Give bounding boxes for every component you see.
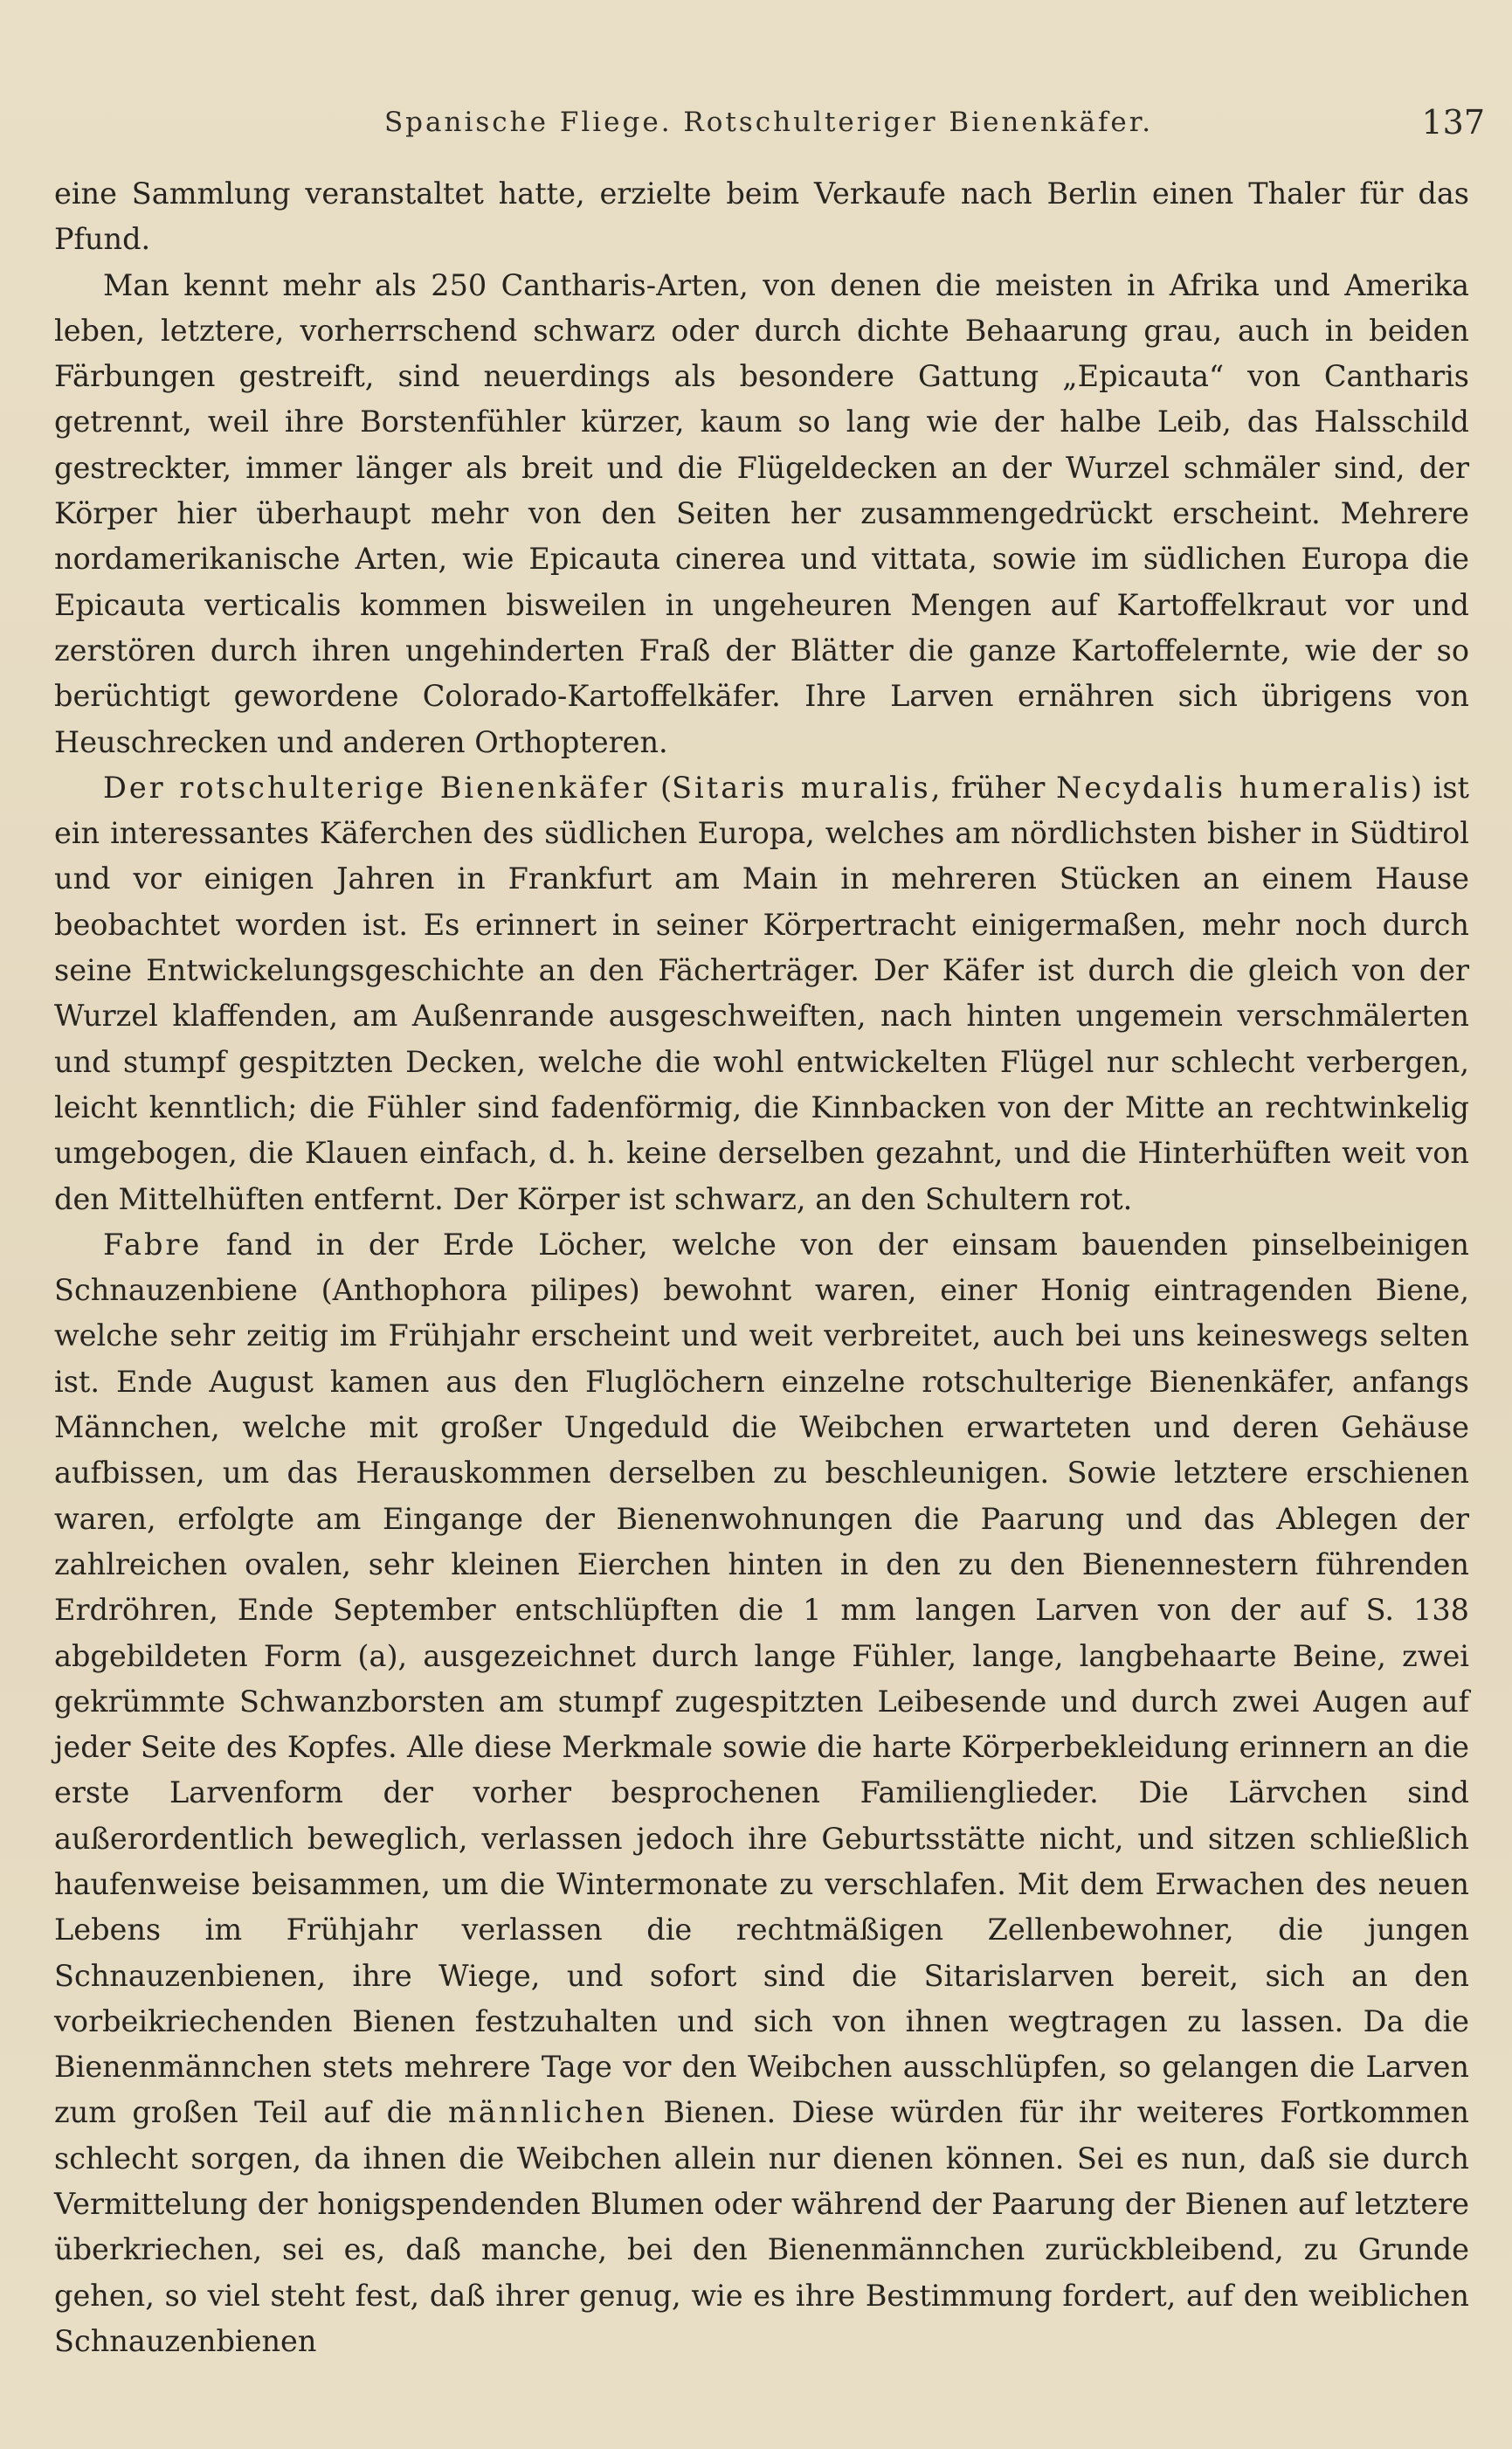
paragraph-continued <box>54 171 1469 263</box>
paragraph-text: ( <box>649 770 673 805</box>
paragraph-sitaris <box>54 765 1469 1222</box>
paragraph-text: Bienen. Diese würden für ihr weiteres Fortkommen schlecht sorgen, da ihnen die Weibchen allein nur dienen können. Sei es nun, daß sie durch Vermittelung der honigspendenden Blumen oder während der Paarung der Bienen auf letztere überkriechen, sei es, daß manche, bei den Bienenmännchen zurückbleibend, zu Grunde gehen, so viel steht fest, daß ihrer genug, wie es ihre Bestimmung fordert, auf den weiblichen Schnauzenbienen <box>54 2095 1469 2358</box>
page-header <box>52 103 1485 156</box>
paragraph-fabre <box>54 1222 1469 2364</box>
paragraph-cantharis <box>54 263 1469 765</box>
running-title: Spanische Fliege. Rotschulteriger Bienenkäfer. <box>383 107 1154 138</box>
page-number: 137 <box>1421 103 1485 142</box>
paragraph-text: , früher <box>930 770 1057 805</box>
paragraph-text: fand in der Erde Löcher, welche von der einsam bauenden pinselbeinigen Schnauzenbiene (Anthophora pilipes) bewohnt waren, einer Honig eintragenden Biene, welche sehr zeitig im Frühjahr erscheint und weit verbreitet, auch bei uns keineswegs selten ist. Ende August kamen aus den Fluglöchern einzelne rotschulterige Bienenkäfer, anfangs Männchen, welche mit großer Ungeduld die Weibchen erwarteten und deren Gehäuse aufbissen, um das Herauskommen derselben zu beschleunigen. Sowie letztere erschienen waren, erfolgte am Eingange der Bienenwohnungen die Paarung und das Ablegen der zahlreichen ovalen, sehr kleinen Eierchen hinten in den zu den Bienennestern führenden Erdröhren, Ende September entschlüpften die 1 mm langen Larven von der auf S. 138 abgebildeten Form (a), ausgezeichnet durch lange Fühler, lange, langbehaarte Beine, zwei gekrümmte Schwanzborsten am stumpf zugespitzten Leibesende und durch zwei Augen auf jeder Seite des Kopfes. Alle diese Merkmale sowie die harte Körperbekleidung erinnern an die erste Larvenform der vorher besprochenen Familienglieder. Die Lärvchen sind außerordentlich beweglich, verlassen jedoch ihre Geburtsstätte nicht, und sitzen schließlich haufenweise beisammen, um die Wintermonate zu verschlafen. Mit dem Erwachen des neuen Lebens im Frühjahr verlassen die rechtmäßigen Zellenbewohner, die jungen Schnauzenbienen, ihre Wiege, und sofort sind die Sitarislarven bereit, sich an den vorbeikriechenden Bienen festzuhalten und sich von ihnen wegtragen zu lassen. Da die Bienenmännchen stets mehrere Tage vor den Weibchen ausschlüpfen, so gelangen die Larven zum großen Teil auf die <box>54 1227 1469 2130</box>
species-name-latin: Sitaris muralis <box>672 770 931 805</box>
body-text <box>54 171 1469 2364</box>
species-name-german: Der rotschulterige Bienenkäfer <box>103 770 650 805</box>
author-name: Fabre <box>103 1227 203 1262</box>
paragraph-text: eine Sammlung veranstaltet hatte, erzielte beim Verkaufe nach Berlin einen Thaler für das Pfund. <box>54 176 1469 257</box>
emphasized-word: männlichen <box>448 2095 648 2130</box>
species-synonym-latin: Necydalis humeralis <box>1056 770 1411 805</box>
paragraph-text: ) ist ein interessantes Käferchen des südlichen Europa, welches am nördlichsten bisher in Südtirol und vor einigen Jahren in Frankfurt am Main in mehreren Stücken an einem Hause beobachtet worden ist. Es erinnert in seiner Körpertracht einigermaßen, mehr noch durch seine Entwickelungsgeschichte an den Fächerträger. Der Käfer ist durch die gleich von der Wurzel klaffenden, am Außenrande ausgeschweiften, nach hinten ungemein verschmälerten und stumpf gespitzten Decken, welche die wohl entwickelten Flügel nur schlecht verbergen, leicht kenntlich; die Fühler sind fadenförmig, die Kinnbacken von der Mitte an rechtwinkelig umgebogen, die Klauen einfach, d. h. keine derselben gezahnt, und die Hinterhüften weit von den Mittelhüften entfernt. Der Körper ist schwarz, an den Schultern rot. <box>54 770 1470 1216</box>
paragraph-text: Man kennt mehr als 250 Cantharis-Arten, von denen die meisten in Afrika und Amerika leben, letztere, vorherrschend schwarz oder durch dichte Behaarung grau, auch in beiden Färbungen gestreift, sind neuerdings als besondere Gattung „Epicauta“ von Cantharis getrennt, weil ihre Borstenfühler kürzer, kaum so lang wie der halbe Leib, das Halsschild gestreckter, immer länger als breit und die Flügeldecken an der Wurzel schmäler sind, der Körper hier überhaupt mehr von den Seiten her zusammengedrückt erscheint. Mehrere nordamerikanische Arten, wie Epicauta cinerea und vittata, sowie im südlichen Europa die Epicauta verticalis kommen bisweilen in ungeheuren Mengen auf Kartoffelkraut vor und zerstören durch ihren ungehinderten Fraß der Blätter die ganze Kartoffelernte, wie der so berüchtigt gewordene Colorado-Kartoffelkäfer. Ihre Larven ernähren sich übrigens von Heuschrecken und anderen Orthopteren. <box>54 267 1469 759</box>
